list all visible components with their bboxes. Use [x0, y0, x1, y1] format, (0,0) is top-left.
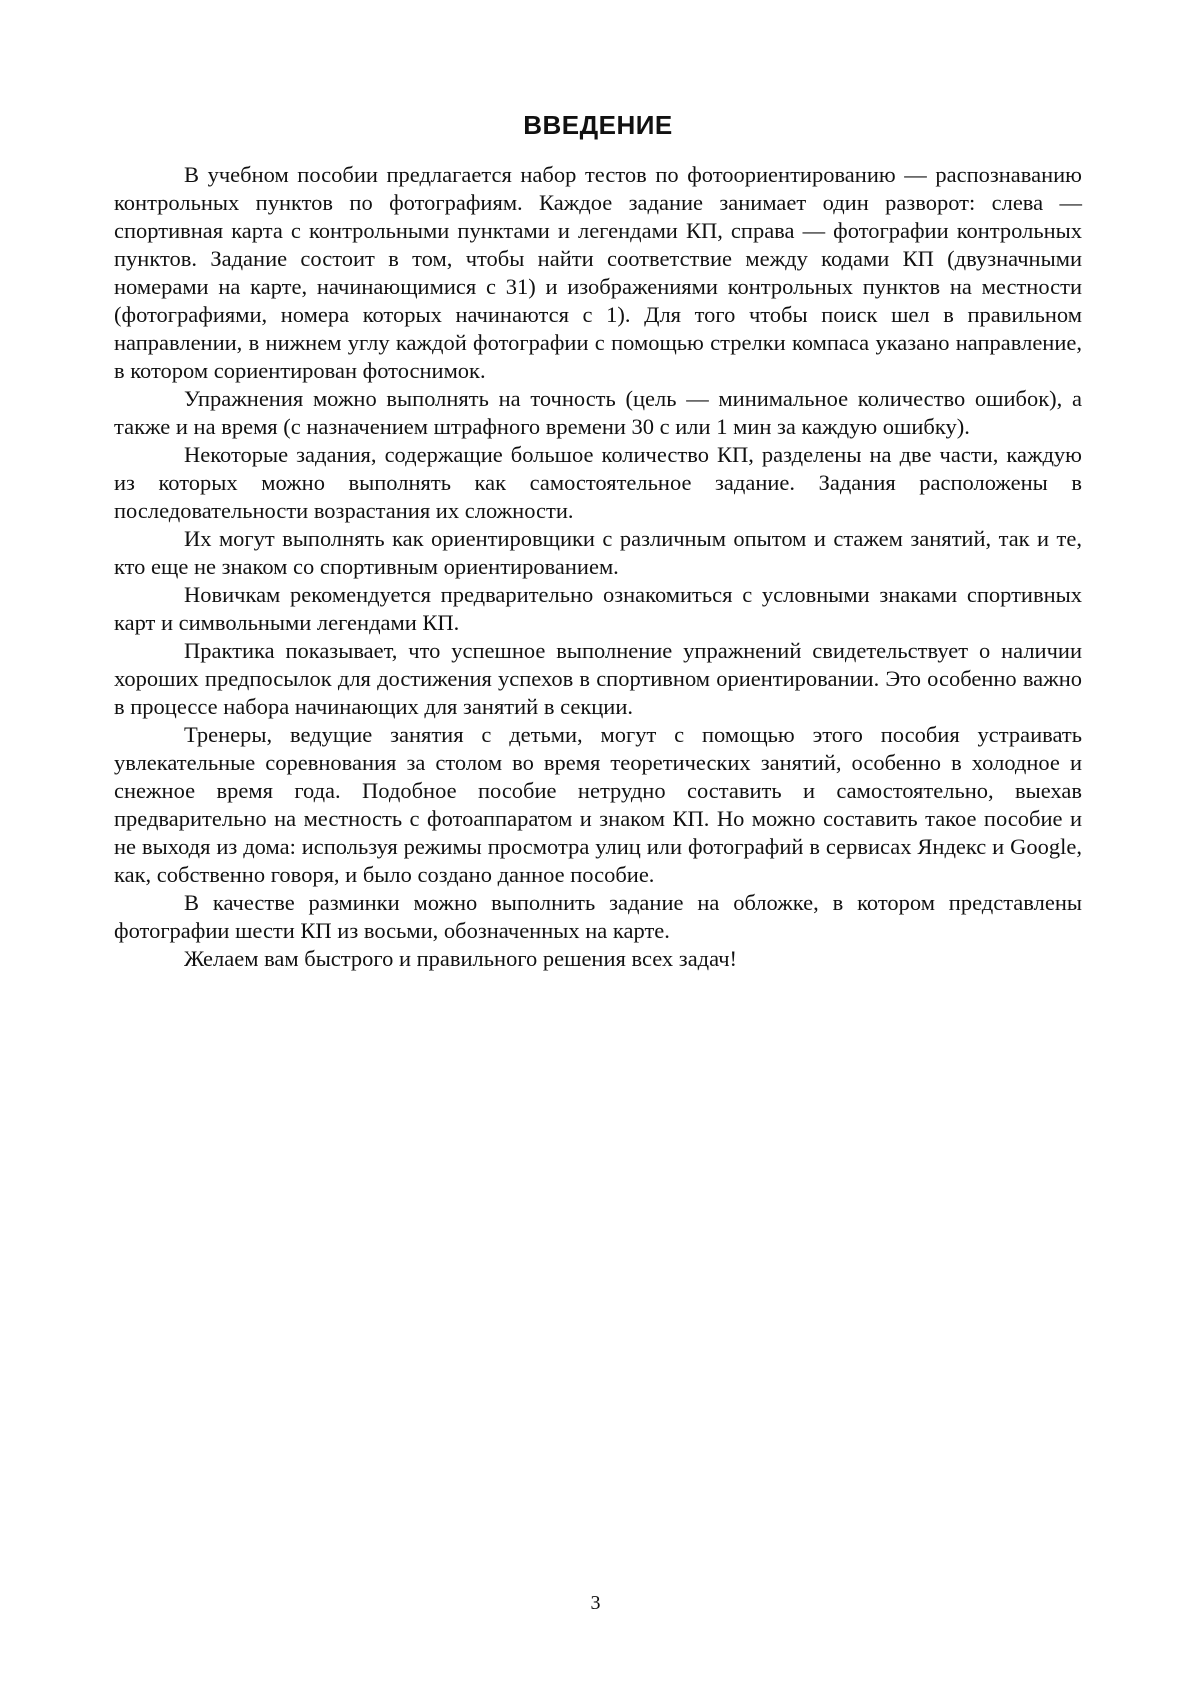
- paragraph: Практика показывает, что успешное выполнение упражнений свидетельствует о наличии хороших предпосылок для достижения успехов в спортивном ориентировании. Это особенно важно в процессе набора начинающих для занятий в секции.: [114, 638, 1082, 719]
- paragraph: Некоторые задания, содержащие большое количество КП, разделены на две части, каждую из которых можно выполнять как самостоятельное задание. Задания расположены в последовательности возрастания их сложности.: [114, 442, 1082, 523]
- paragraph: Упражнения можно выполнять на точность (цель — минимальное количество ошибок), а также и на время (с назначением штрафного времени 30 с или 1 мин за каждую ошибку).: [114, 386, 1082, 439]
- paragraph: В качестве разминки можно выполнить задание на обложке, в котором представлены фотографии шести КП из восьми, обозначенных на карте.: [114, 890, 1082, 943]
- paragraph: Тренеры, ведущие занятия с детьми, могут с помощью этого пособия устраивать увлекательные соревнования за столом во время теоретических занятий, особенно в холодное и снежное время года. Подобное пособие нетрудно составить и самостоятельно, выехав предварительно на местность с фотоаппаратом и знаком КП. Но можно составить такое пособие и не выходя из дома: используя режимы просмотра улиц или фотографий в сервисах Яндекс и Google, как, собственно говоря, и было создано данное пособие.: [114, 722, 1082, 887]
- page-content: [114, 110, 1082, 973]
- body-text: [114, 161, 1082, 973]
- page-title: ВВЕДЕНИЕ: [523, 110, 673, 140]
- paragraph: Желаем вам быстрого и правильного решения всех задач!: [184, 946, 738, 971]
- paragraph: Новичкам рекомендуется предварительно ознакомиться с условными знаками спортивных карт и символьными легендами КП.: [114, 582, 1082, 635]
- page-number: 3: [590, 1592, 601, 1614]
- paragraph: В учебном пособии предлагается набор тестов по фотоориентированию — распознаванию контрольных пунктов по фотографиям. Каждое задание занимает один разворот: слева — спортивная карта с контрольными пунктами и легендами КП, справа — фотографии контрольных пунктов. Задание состоит в том, чтобы найти соответствие между кодами КП (двузначными номерами на карте, начинающимися с 31) и изображениями контрольных пунктов на местности (фотографиями, номера которых начинаются с 1). Для того чтобы поиск шел в правильном направлении, в нижнем углу каждой фотографии с помощью стрелки компаса указано направление, в котором сориентирован фотоснимок.: [114, 162, 1082, 383]
- paragraph: Их могут выполнять как ориентировщики с различным опытом и стажем занятий, так и те, кто еще не знаком со спортивным ориентированием.: [114, 526, 1082, 579]
